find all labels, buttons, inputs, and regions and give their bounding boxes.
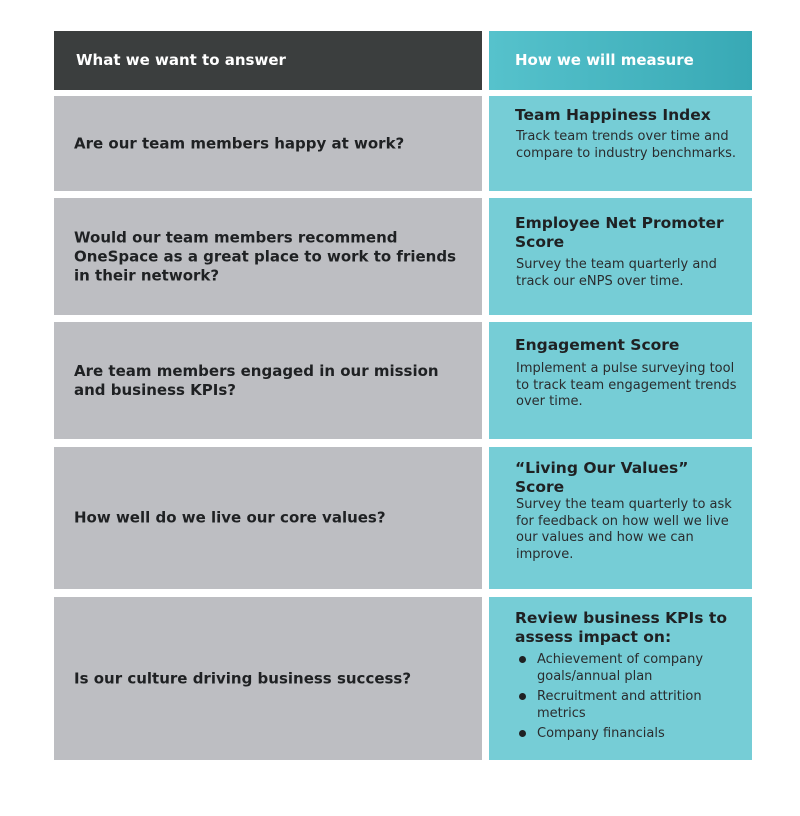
measure-cell-engagement [489,322,752,439]
kpi-list-item-label: Achievement of company goals/annual plan [537,652,704,684]
bullet-icon [519,656,526,663]
measure-description: Survey the team quarterly and track our eNPS over time. [516,257,717,289]
measure-column-header-label: How we will measure [515,51,694,69]
question-text: Are our team members happy at work? [74,134,405,152]
measure-title: Engagement Score [515,336,680,354]
question-cell-engagement [54,322,482,439]
measure-title: “Living Our Values” Score [515,459,689,496]
measure-title: Team Happiness Index [515,106,711,124]
kpi-list [516,651,742,745]
measure-column-header [489,31,752,90]
question-cell-recommend [54,198,482,315]
question-text: How well do we live our core values? [74,508,386,527]
bullet-icon [519,693,526,700]
measure-cell-values [489,447,752,589]
measure-description: Implement a pulse surveying tool to track team engagement trends over time. [516,361,737,409]
question-text: Are team members engaged in our mission and business KPIs? [74,361,439,399]
measure-cell-enps [489,198,752,315]
question-cell-values [54,447,482,589]
kpi-list-item [516,725,742,742]
measure-description: Survey the team quarterly to ask for feedback on how well we live our values and how we can improve. [516,497,732,562]
measure-description: Track team trends over time and compare to industry benchmarks. [516,129,737,161]
measure-title: Employee Net Promoter Score [515,214,724,251]
question-column-header-label: What we want to answer [76,51,286,69]
question-text: Is our culture driving business success? [74,669,412,687]
kpi-list-item [516,651,742,685]
measure-title: Review business KPIs to assess impact on: [515,609,727,646]
measure-cell-business [489,597,752,760]
question-cell-business [54,597,482,760]
kpi-list-item-label: Company financials [537,726,665,741]
bullet-icon [519,730,526,737]
measure-cell-happiness [489,96,752,191]
question-column-header [54,31,482,90]
kpi-list-item [516,688,742,722]
question-cell-happiness [54,96,482,191]
kpi-list-item-label: Recruitment and attrition metrics [537,689,702,721]
question-text: Would our team members recommend OneSpace as a great place to work to friends in their network? [74,228,457,284]
